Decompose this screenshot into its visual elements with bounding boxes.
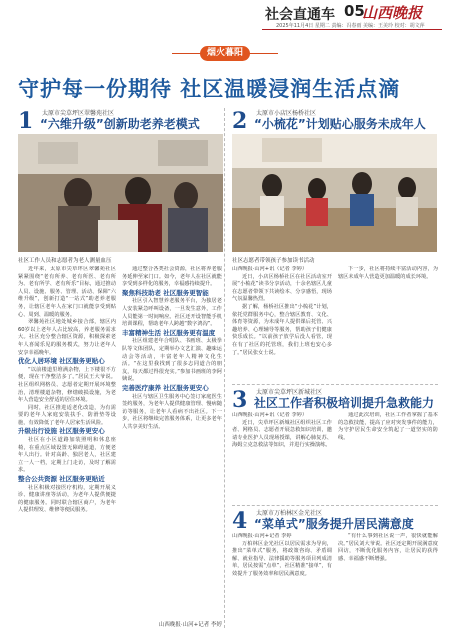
story2-para: 下一步，社区将持续丰富活动内容，为辖区未成年人营造更加温暖的成长环境。 [338,266,438,280]
story1-subhead: 整合公共资源 社区服务更贴近 [18,475,105,484]
section-title: 社会直通车 [265,7,335,23]
story1-para: 同时，社区推进适老化改造，为有需要的老年人家庭安装扶手、防滑垫等设施，有效降低了老年人居家生活风险。 [18,404,116,426]
story1-title: “六维升级”创新助老养老模式 [40,117,200,131]
story1-subhead: 聚焦科技助老 社区服务更智能 [122,288,209,297]
badge-label: 烟火暮阳 [200,46,250,61]
story1-para: 社区积极对接医疗机构，定期开展义诊、健康讲座等活动，为老年人提供便捷的健康服务。同时联合辖区商户，为老年人提供理发、维修等便民服务。 [18,484,116,514]
story2-para: 近日，小店区杨桥社区在社区活动室开展“小梳花”读书分享活动，十余名辖区儿童在志愿者带领下共读绘本、分享感悟，现场气氛温馨热烈。 [232,273,332,303]
story4-source: 太原市万柏林区金光社区 [256,510,323,517]
story1-body-left [18,266,116,628]
story3-number: 3 [232,387,248,413]
story1-subhead: 丰富精神生活 社区服务更有温度 [122,328,216,337]
story2-caption: 社区志愿者带领孩子参加读书活动 [232,258,315,264]
story4-body-right [338,533,438,625]
story1-para: “以前楼道里堆满杂物，上下楼很不方便，现在干净整洁多了。”居民王大爷说。社区组织网格员、志愿者定期开展环境整治，清理楼道杂物，修缮破损设施，为老年人营造安全舒适的居住环境。 [18,366,116,404]
story2-para: 据了解，杨桥社区推出“小梳花”计划，依托党群服务中心，整合辖区教育、文化、体育等资源，为未成年人提供课后托管、兴趣培养、心理辅导等服务，帮助孩子们健康快乐成长。“以前孩子放学后没人看管，现在有了社区的托管班，我们上班也安心多了。”居民张女士说。 [232,303,332,356]
story1-para: 近年来，太原市尖草坪区翠馨苑社区紧紧围绕“老有所养、老有所医、老有所为、老有所学、老有所乐”目标，通过推动人员、设施、服务、管理、活动、保障“六维升级”，创新打造“一站式”助老养老服务，让辖区老年人在家门口就能享受到贴心、周到、温暖的服务。 [18,266,116,318]
story1-photo [18,134,223,252]
story3-para: 通过此次培训，社区工作者掌握了基本的急救技能，提高了应对突发事件的能力，为守护居民生命安全筑起了一道坚实的防线。 [338,412,438,441]
column-badge [172,46,278,61]
story3-body-left [232,412,332,502]
story2-body-left [232,266,332,382]
story1-number: 1 [18,108,34,134]
story4-body-left [232,533,332,625]
story4-byline: 山西晚报·山河+记者 李婷 [232,533,292,539]
story4-para: “有什么事到社区说一声，很快就能解决。”居民刘大爷说。社区还定期开展满意度回访，不断优化服务内容，让居民的获得感、幸福感不断增强。 [338,533,438,562]
story4-title: “菜单式”服务提升居民满意度 [254,517,414,531]
story3-title: 社区工作者积极培训提升急救能力 [254,396,435,410]
story1-para: 社区在小区道路加装照明和休息座椅，在重点区域设置无障碍通道，方便老年人出行。针对高龄、独居老人，社区建立一人一档，定期上门走访，及时了解需求。 [18,437,116,474]
story1-para: 通过整合各类社会资源，社区将养老服务延伸至家门口。如今，老年人在社区就能享受到多样化的服务，幸福感持续提升。 [122,266,222,288]
story1-subhead: 优化人居环境 社区服务更贴心 [18,357,105,366]
page-header [0,0,450,30]
story1-body-right [122,266,222,618]
story1-subhead: 升级出行设施 社区服务更安心 [18,427,105,436]
story1-byline: 山西晚报·山河+记者 李婷 [158,622,222,628]
header-rule [262,29,442,30]
page-number: 05 [344,2,365,20]
section-divider [232,384,438,385]
story1-para: 社区组建老年合唱队、书画班、太极拳队等文体团队，定期举办文艺汇演、趣味运动会等活动，丰富老年人精神文化生活。“在这里我找到了很多志同道合的朋友，每天都过得很充实。”参加书画班的李阿姨说。 [122,338,222,383]
story1-para: 翠馨苑社区地处城乡接合部，辖区内60岁以上老年人占比较高，养老服务需求大。社区充分整合辖区资源，积极探索老年人喜闻乐见的服务模式，努力让老年人安享幸福晚年。 [18,319,116,356]
story3-para: 近日，尖草坪区新城社区组织社区工作者、网格员、志愿者开展急救知识培训，邀请专业医护人员现场授课，讲解心肺复苏、海姆立克急救法等知识，并进行实操演练。 [232,419,332,449]
story2-title: “小梳花”计划贴心服务未成年人 [254,117,426,131]
date-line: 2025年11月4日 星期二 责编：冯春雨 美编：王美玲 校对：胡文萍 [276,23,425,29]
story2-body-right [338,266,438,382]
story4-number: 4 [232,508,248,534]
story1-source: 太原市尖草坪区翠馨苑社区 [42,110,115,117]
story4-para: 万柏林区金光社区以居民需求为导向，推出“菜单式”服务，将政策咨询、矛盾调解、就业指导、法律援助等服务项目列成清单，居民按需“点单”，社区精准“接单”，有效提升了服务效率和居民满意度。 [232,540,332,577]
story3-byline: 山西晚报·山河+讯（记者 李婷） [232,412,308,418]
section-divider [232,505,438,506]
story3-source: 太原市尖草坪区新城社区 [256,389,323,396]
story1-subhead: 完善医疗康养 社区服务更安心 [122,383,209,392]
story1-para: 社区与辖区卫生服务中心签订家庭医生签约服务，为老年人提供健康管理、慢病随访等服务，让老年人看病不出社区。下一步，社区将继续完善服务体系，让更多老年人共享美好生活。 [122,393,222,430]
newspaper-logo: 山西晚报 [362,4,423,22]
page-headline: 守护每一份期待 社区温暖浸润生活点滴 [18,77,401,101]
story2-byline: 山西晚报·山河+讯（记者 李婷） [232,266,308,272]
story2-number: 2 [232,108,248,134]
story2-source: 太原市小店区杨桥社区 [256,110,317,117]
column-divider [224,108,225,628]
story1-caption: 社区工作人员和志愿者为老人测量血压 [18,258,112,264]
story2-photo [232,134,437,252]
story3-body-right [338,412,438,502]
story1-para: 社区引入智慧养老服务平台，为独居老人安装紧急呼叫设备，一旦发生意外，工作人员能第一时间响应。社区还开设智能手机培训课程，帮助老年人跨越“数字鸿沟”。 [122,298,222,328]
